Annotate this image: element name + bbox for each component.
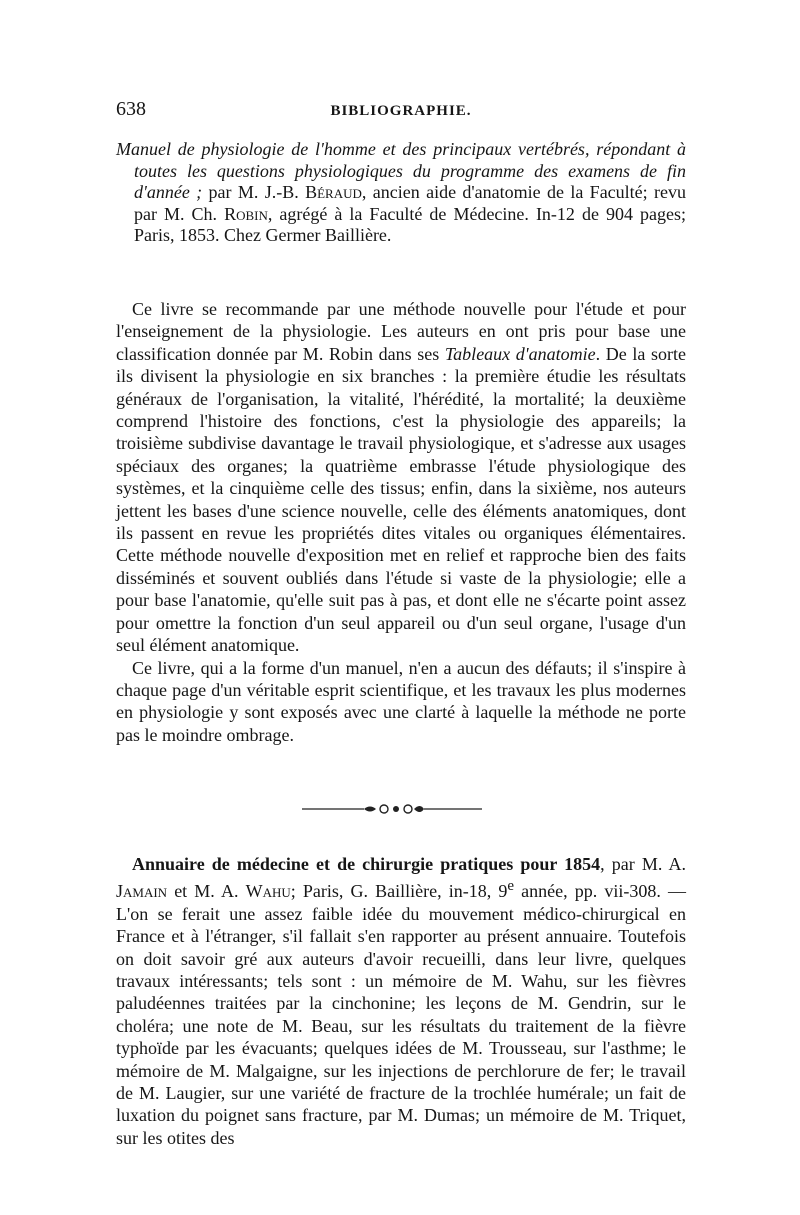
review-paragraph: Ce livre se recommande par une méthode nouvelle pour l'étude et pour l'enseignement de la physiologie. Les auteurs en ont pris pour base une classification donnée par M. Robin dans ses Tableaux d'anatomie. De la sorte ils divisent la physiologie en six branches : la première étudie les résultats généraux de l'organisation, la vitalité, l'hérédité, la mortalité; la deuxième comprend l'histoire des fonctions, c'est la physiologie des appareils; la troisième subdivise davantage le travail physiologique, et s'adresse aux usages spéciaux des organes; la quatrième embrasse l'étude physiologique des systèmes, et la cinquième celle des tissus; enfin, dans la sixième, nos auteurs jettent les bases d'une science nouvelle, celle des éléments anatomiques, dont ils passent en revue les propriétés dites vitales ou organiques élémentaires. Cette méthode nouvelle d'exposition met en relief et rapproche bien des faits disséminés et souvent oubliés dans l'étude si vaste de la physiologie; elle a pour base l'anatomie, qu'elle suit pas à pas, et dont elle ne s'écarte point assez pour omettre la fonction d'un seul appareil ou d'un seul organe, l'usage d'un seul élément anatomique.: [116, 299, 686, 656]
author-name: Béraud: [305, 182, 362, 202]
cited-work: Tableaux d'anatomie: [444, 343, 596, 364]
bibliography-entry-annuaire: [116, 853, 686, 1149]
ornamental-divider: [302, 801, 482, 817]
book-title: Manuel de physiologie de l'homme et des principaux vertébrés, répondant à toutes les questions physiologiques du programme des examens de fin d'année ;: [116, 139, 686, 202]
review-manuel: [116, 298, 686, 746]
author-name: Robin: [224, 203, 268, 224]
author-name: Jamain: [116, 881, 168, 902]
page-header: [116, 98, 686, 128]
running-title: BIBLIOGRAPHIE.: [330, 103, 472, 119]
page-number: 638: [116, 98, 146, 120]
review-paragraph: Ce livre, qui a la forme d'un manuel, n'en a aucun des défauts; il s'inspire à chaque page d'un véritable esprit scientifique, et les travaux les plus modernes en physiologie y sont exposés avec une clarté à laquelle la méthode ne porte pas le moindre ombrage.: [116, 657, 686, 745]
entry-citation: Annuaire de médecine et de chirurgie pratiques pour 1854, par M. A. Jamain et M. A. Wahu; Paris, G. Baillière, in-18, 9e année, pp. vii-308. — L'on se ferait une assez faible idée du mouvement médico-chirurgical en France et à l'étranger, s'il fallait s'en rapporter au présent annuaire. Toutefois on doit savoir gré aux auteurs d'avoir recueilli, dans leur livre, quelques travaux intéressants; tels sont : un mémoire de M. Wahu, sur les fièvres paludéennes traitées par la cinchonine; les leçons de M. Gendrin, sur le choléra; une note de M. Beau, sur les résultats du traitement de la fièvre typhoïde par les évacuants; quelques idées de M. Trousseau, sur l'asthme; le mémoire de M. Malgaigne, sur les injections de perchlorure de fer; le travail de M. Laugier, sur une variété de fracture de la trochlée humérale; un fait de luxation du poignet sans fracture, par M. Dumas; un mémoire de M. Triquet, sur les otites des: [116, 854, 686, 1148]
bibliography-entry-manuel: [116, 139, 686, 247]
book-title: Annuaire de médecine et de chirurgie pratiques pour 1854: [132, 854, 601, 874]
author-name: Wahu: [245, 881, 291, 902]
entry-citation: Manuel de physiologie de l'homme et des principaux vertébrés, répondant à toutes les questions physiologiques du programme des examens de fin d'année ; par M. J.-B. Béraud, ancien aide d'anatomie de la Faculté; revu par M. Ch. Robin, agrégé à la Faculté de Médecine. In-12 de 904 pages; Paris, 1853. Chez Germer Baillière.: [116, 139, 687, 245]
